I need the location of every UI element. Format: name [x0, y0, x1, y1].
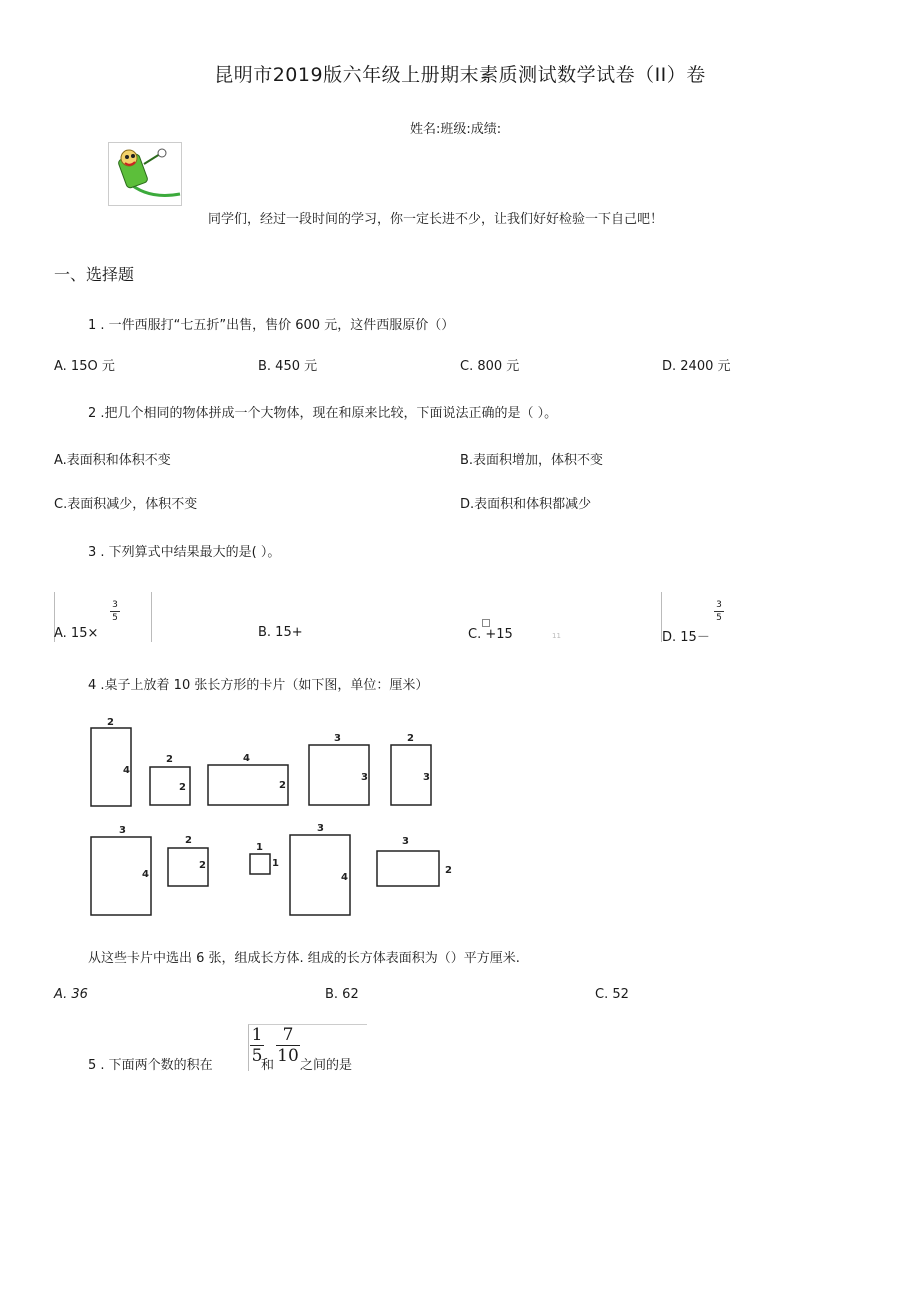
q3-c-placeholder-box	[482, 619, 490, 627]
rectangle-cards-figure	[80, 712, 480, 922]
q2-option-c[interactable]: C.表面积减少，体积不变	[54, 497, 198, 512]
question-3: 3 . 下列算式中结果最大的是( ）。	[88, 545, 281, 560]
q4-option-a[interactable]: A. 36	[54, 987, 88, 1002]
fraction-denominator: 5	[251, 1046, 263, 1066]
q4-option-b[interactable]: B. 62	[325, 987, 359, 1002]
q3-a-fraction	[110, 600, 120, 623]
card-5-height: 3	[423, 772, 430, 783]
section-heading-choice: 一、选择题	[54, 265, 135, 284]
fraction-numerator: 1	[251, 1025, 263, 1045]
q1-option-d[interactable]: D. 2400 元	[662, 359, 731, 374]
q5-fraction-2	[276, 1026, 300, 1065]
fraction-denominator: 5	[716, 613, 722, 623]
q1-option-b[interactable]: B. 450 元	[258, 359, 318, 374]
fraction-denominator: 5	[112, 613, 118, 623]
q3-option-c[interactable]: C. +15	[468, 627, 513, 642]
card-9-width: 3	[317, 823, 324, 834]
card-3-width: 4	[243, 753, 250, 764]
student-info: 姓名:班级:成绩:	[410, 122, 502, 137]
card-3-height: 2	[279, 780, 286, 791]
card-8-width: 1	[256, 842, 263, 853]
card-10-height: 2	[445, 865, 452, 876]
card-7-height: 2	[199, 860, 206, 871]
question-1: 1 . 一件西服打“七五折”出售，售价 600 元，这件西服原价（）	[88, 318, 455, 333]
card-1-width: 2	[107, 717, 114, 728]
card-10-width: 3	[402, 836, 409, 847]
question-4: 4 .桌子上放着 10 张长方形的卡片（如下图，单位：厘米）	[88, 678, 429, 693]
q3-faint-mark: 11	[552, 632, 561, 640]
q2-option-b[interactable]: B.表面积增加，体积不变	[460, 453, 604, 468]
card-6-height: 4	[142, 869, 149, 880]
fraction-bar	[110, 611, 120, 612]
q1-option-a[interactable]: A. 15O 元	[54, 359, 115, 374]
card-4-height: 3	[361, 772, 368, 783]
question-4-sub: 从这些卡片中选出 6 张，组成长方体. 组成的长方体表面积为（）平方厘米.	[88, 951, 520, 966]
q4-option-c[interactable]: C. 52	[595, 987, 629, 1002]
card-7-width: 2	[185, 835, 192, 846]
q3-option-a[interactable]: A. 15×	[54, 626, 99, 641]
fraction-bar	[714, 611, 724, 612]
q2-option-a[interactable]: A.表面积和体积不变	[54, 453, 171, 468]
fraction-numerator: 7	[282, 1025, 294, 1045]
card-4-width: 3	[334, 733, 341, 744]
intro-text: 同学们，经过一段时间的学习，你一定长进不少，让我们好好检验一下自己吧！	[208, 212, 664, 227]
card-6-width: 3	[119, 825, 126, 836]
card-5-width: 2	[407, 733, 414, 744]
card-2-width: 2	[166, 754, 173, 765]
question-2: 2 .把几个相同的物体拼成一个大物体，现在和原来比较，下面说法正确的是（ ）。	[88, 406, 558, 421]
q3-d-fraction	[714, 600, 724, 623]
card-8	[250, 854, 270, 874]
card-9-height: 4	[341, 872, 348, 883]
fraction-numerator: 3	[112, 600, 118, 610]
q2-option-d[interactable]: D.表面积和体积都减少	[460, 497, 592, 512]
q3-option-b[interactable]: B. 15+	[258, 625, 303, 640]
page-title: 昆明市2019版六年级上册期末素质测试数学试卷（II）卷	[214, 64, 706, 86]
q5-tail: 之间的是	[300, 1058, 353, 1073]
card-2-height: 2	[179, 782, 186, 793]
q3-option-d[interactable]: D. 15－	[662, 630, 710, 645]
question-5: 5 . 下面两个数的积在	[88, 1058, 213, 1073]
q5-and: 和	[261, 1058, 275, 1073]
fraction-numerator: 3	[716, 600, 722, 610]
q1-option-c[interactable]: C. 800 元	[460, 359, 520, 374]
pencil-mascot-icon	[108, 142, 182, 206]
card-1-height: 4	[123, 765, 130, 776]
card-10	[377, 851, 439, 886]
card-3	[208, 765, 288, 805]
card-4	[309, 745, 369, 805]
fraction-denominator: 10	[277, 1046, 299, 1066]
card-8-height: 1	[272, 858, 279, 869]
